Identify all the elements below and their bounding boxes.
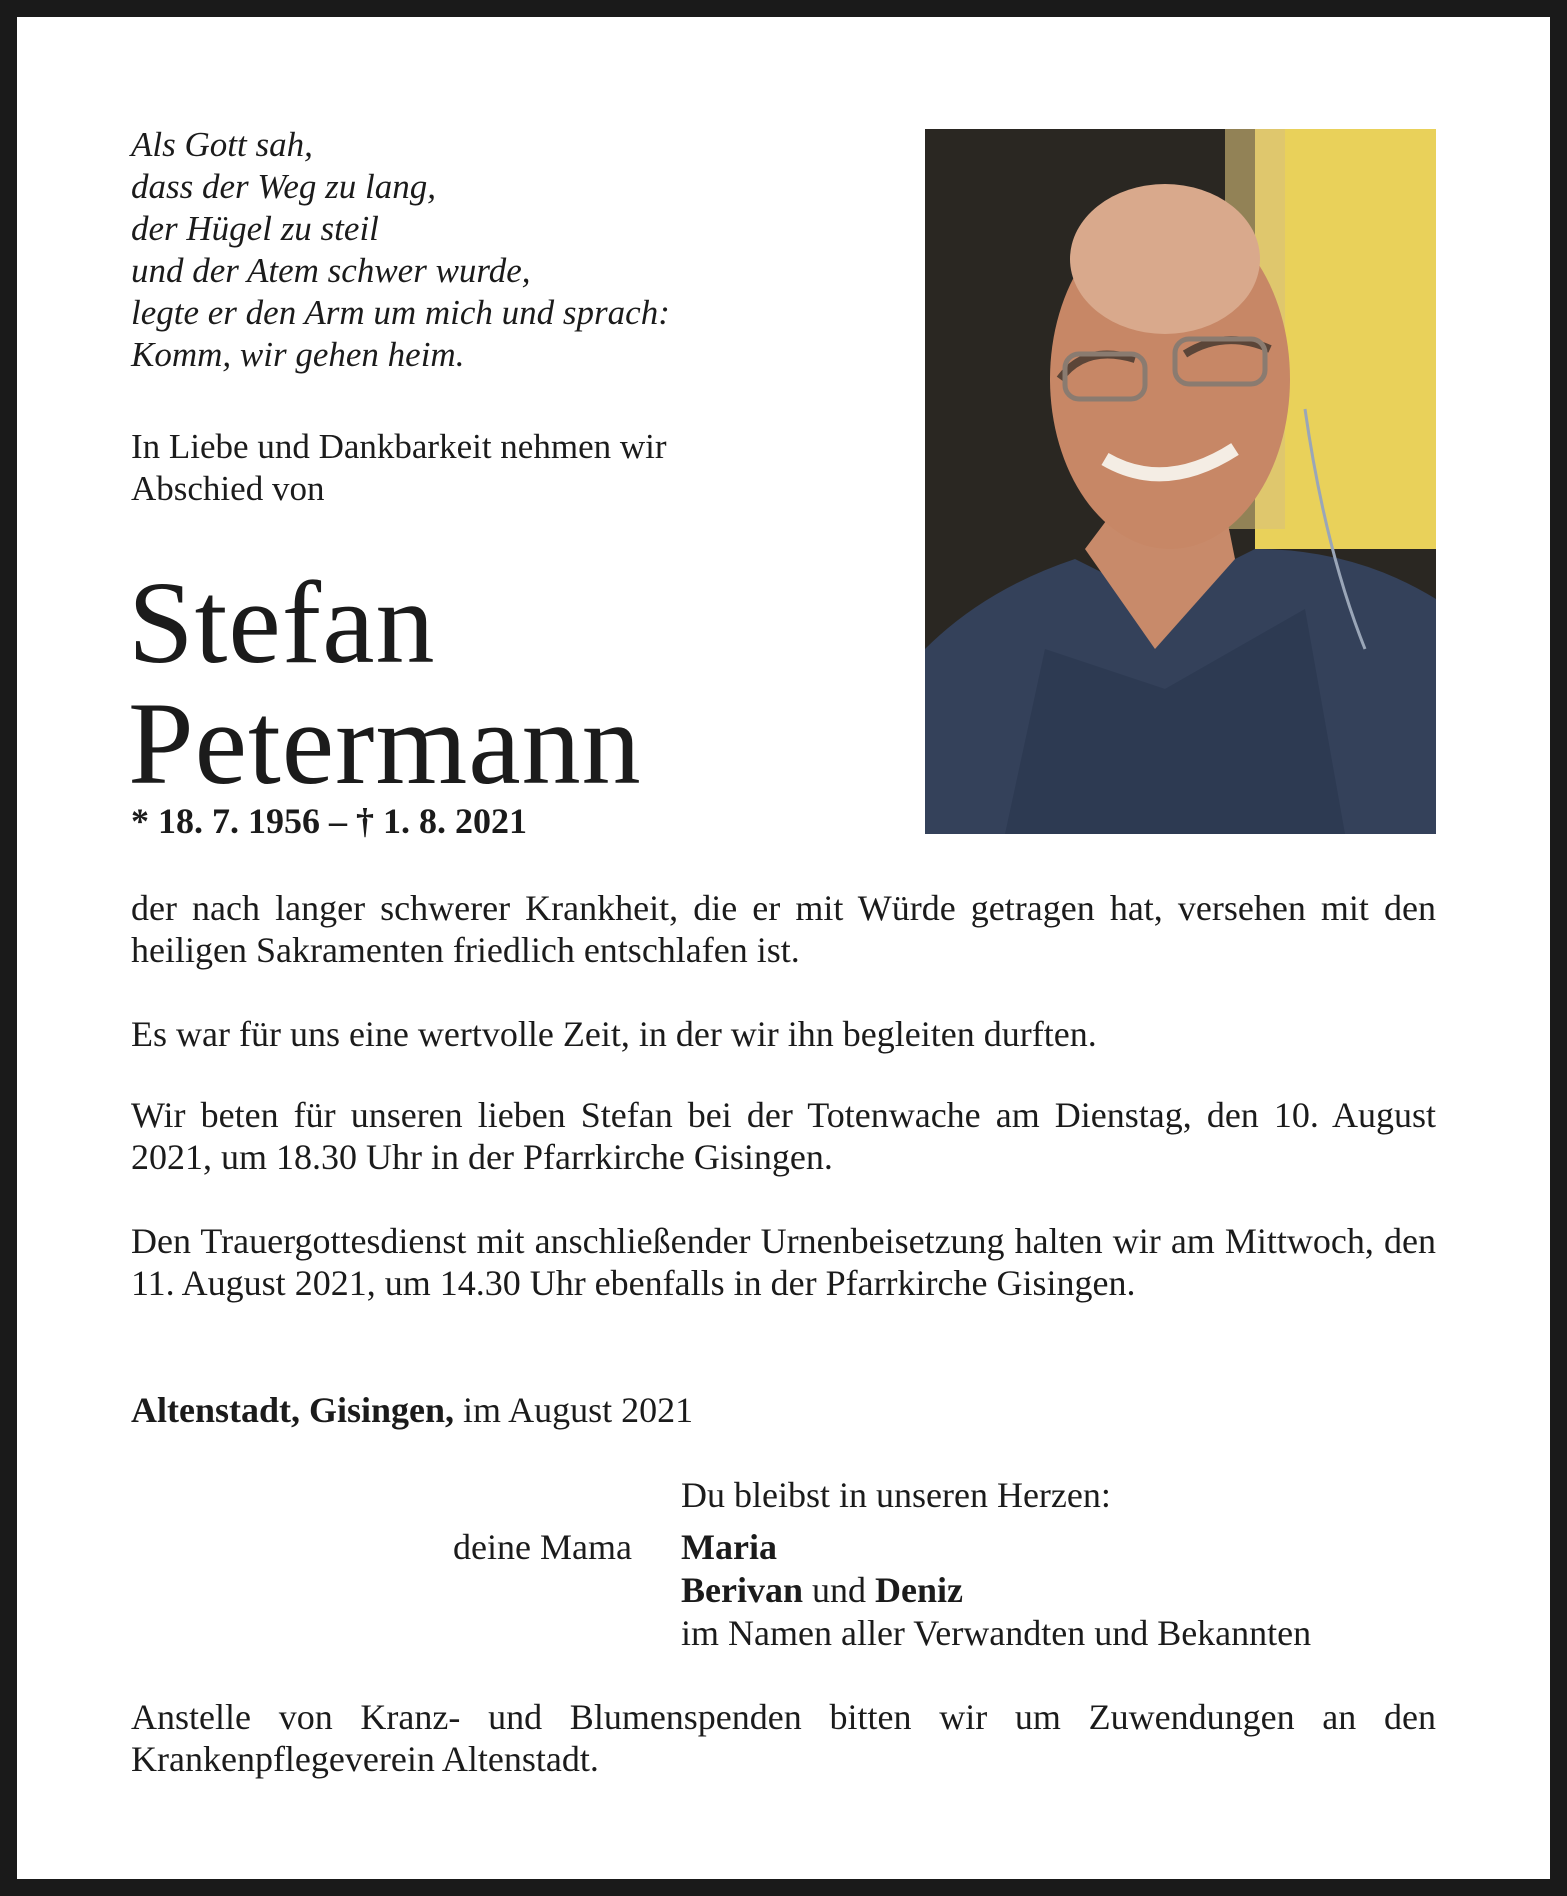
signature-closing: im Namen aller Verwandten und Bekannten — [681, 1613, 1312, 1653]
name-berivan: Berivan — [681, 1570, 803, 1610]
place-names: Altenstadt, Gisingen, — [131, 1390, 455, 1430]
paragraph-3: Wir beten für unseren lieben Stefan bei der Totenwache am Dienstag, den 10. August 2021, um 18.30 Uhr in der Pfarrkirche Gisingen. — [131, 1095, 1436, 1177]
mama-label: deine Mama — [453, 1527, 632, 1567]
donation-note: Anstelle von Kranz- und Blumenspenden bitten wir um Zuwendungen an den Krankenpflegeverein Altenstadt. — [131, 1697, 1436, 1779]
last-name: Petermann — [128, 678, 642, 809]
mama-name: Maria — [681, 1527, 777, 1567]
name-deniz: Deniz — [875, 1570, 963, 1610]
portrait-photo — [925, 129, 1436, 834]
deceased-name — [128, 557, 642, 809]
intro-line: Abschied von — [131, 469, 325, 508]
poem-line: der Hügel zu steil — [131, 209, 379, 248]
intro-line: In Liebe und Dankbarkeit nehmen wir — [131, 427, 667, 466]
poem-line: Komm, wir gehen heim. — [131, 335, 465, 374]
signature-names — [681, 1526, 1311, 1655]
paragraph-1: der nach langer schwerer Krankheit, die er mit Würde getragen hat, versehen mit den heiligen Sakramenten friedlich entschlafen ist. — [131, 888, 1436, 970]
life-dates: * 18. 7. 1956 – † 1. 8. 2021 — [131, 801, 527, 841]
and-word: und — [803, 1570, 875, 1610]
signature-heading: Du bleibst in unseren Herzen: — [681, 1475, 1111, 1515]
poem-line: und der Atem schwer wurde, — [131, 251, 531, 290]
first-name: Stefan — [128, 557, 436, 688]
poem-line: Als Gott sah, — [131, 125, 313, 164]
poem — [131, 124, 670, 376]
place-month: im August 2021 — [454, 1390, 694, 1430]
place-date — [131, 1389, 1436, 1431]
poem-line: dass der Weg zu lang, — [131, 167, 436, 206]
paragraph-2: Es war für uns eine wertvolle Zeit, in der wir ihn begleiten durften. — [131, 1014, 1097, 1054]
paragraph-4: Den Trauergottesdienst mit anschließender Urnenbeisetzung halten wir am Mittwoch, den 11. August 2021, um 14.30 Uhr ebenfalls in der Pfarrkirche Gisingen. — [131, 1221, 1436, 1303]
intro-text — [131, 426, 667, 510]
poem-line: legte er den Arm um mich und sprach: — [131, 293, 670, 332]
